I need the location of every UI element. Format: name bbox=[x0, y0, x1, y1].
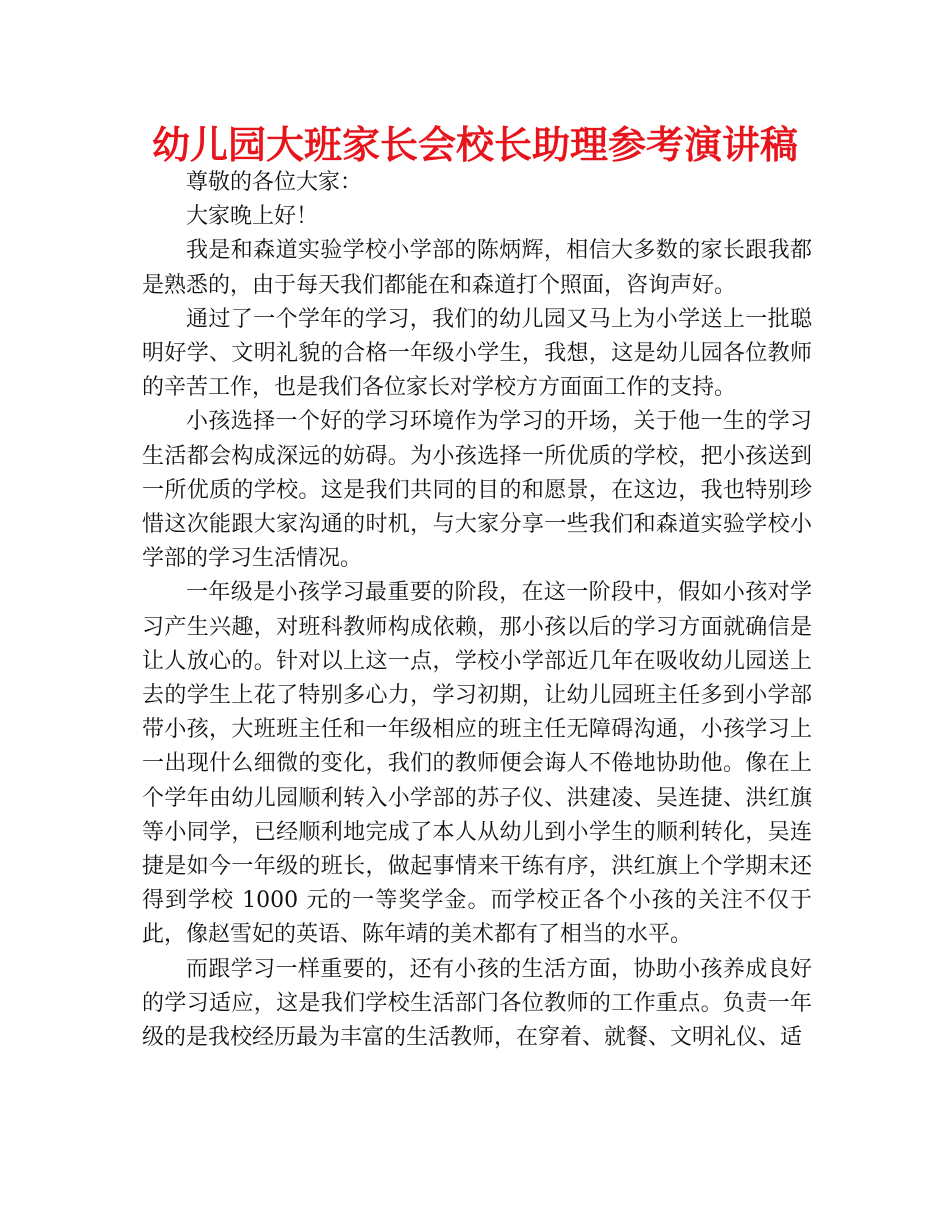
document-title: 幼儿园大班家长会校长助理参考演讲稿 bbox=[151, 123, 798, 167]
paragraph-greeting: 大家晚上好！ bbox=[186, 204, 319, 230]
paragraph-salutation: 尊敬的各位大家： bbox=[186, 170, 363, 195]
paragraph-life: 而跟学习一样重要的，还有小孩的生活方面，协助小孩养成良好的学习适应，这是我们学校生活部门各位教师的工作重点。负责一年级的是我校经历最为丰富的生活教师，在穿着、就餐、文明礼仪、适 bbox=[142, 956, 812, 1051]
paragraph-environment: 小孩选择一个好的学习环境作为学习的开场，关于他一生的学习生活都会构成深远的妨碍。为小孩选择一所优质的学校，把小孩送到一所优质的学校。这是我们共同的目的和愿景，在这边，我也特别珍惜这次能跟大家沟通的时机，与大家分享一些我们和森道实验学校小学部的学习生活情况。 bbox=[142, 409, 812, 572]
paragraph-introduction: 我是和森道实验学校小学部的陈炳辉，相信大多数的家长跟我都是熟悉的，由于每天我们都能在和森道打个照面，咨询声好。 bbox=[142, 238, 812, 298]
document-body bbox=[142, 166, 812, 1055]
paragraph-thanks: 通过了一个学年的学习，我们的幼儿园又马上为小学送上一批聪明好学、文明礼貌的合格一年级小学生，我想，这是幼儿园各位教师的辛苦工作，也是我们各位家长对学校方方面面工作的支持。 bbox=[142, 306, 812, 401]
paragraph-first-grade: 一年级是小孩学习最重要的阶段，在这一阶段中，假如小孩对学习产生兴趣，对班科教师构成依赖，那小孩以后的学习方面就确信是让人放心的。针对以上这一点，学校小学部近几年在吸收幼儿园送上去的学生上花了特别多心力，学习初期，让幼儿园班主任多到小学部带小孩，大班班主任和一年级相应的班主任无障碍沟通，小孩学习上一出现什么细微的变化，我们的教师便会诲人不倦地协助他。像在上个学年由幼儿园顺利转入小学部的苏子仪、洪建凌、吴连捷、洪红旗等小同学，已经顺利地完成了本人从幼儿到小学生的顺利转化，吴连捷是如今一年级的班长，做起事情来干练有序，洪红旗上个学期末还得到学校 1000 元的一等奖学金。而学校正各个小孩的关注不仅于此，像赵雪妃的英语、陈年靖的美术都有了相当的水平。 bbox=[142, 580, 812, 948]
